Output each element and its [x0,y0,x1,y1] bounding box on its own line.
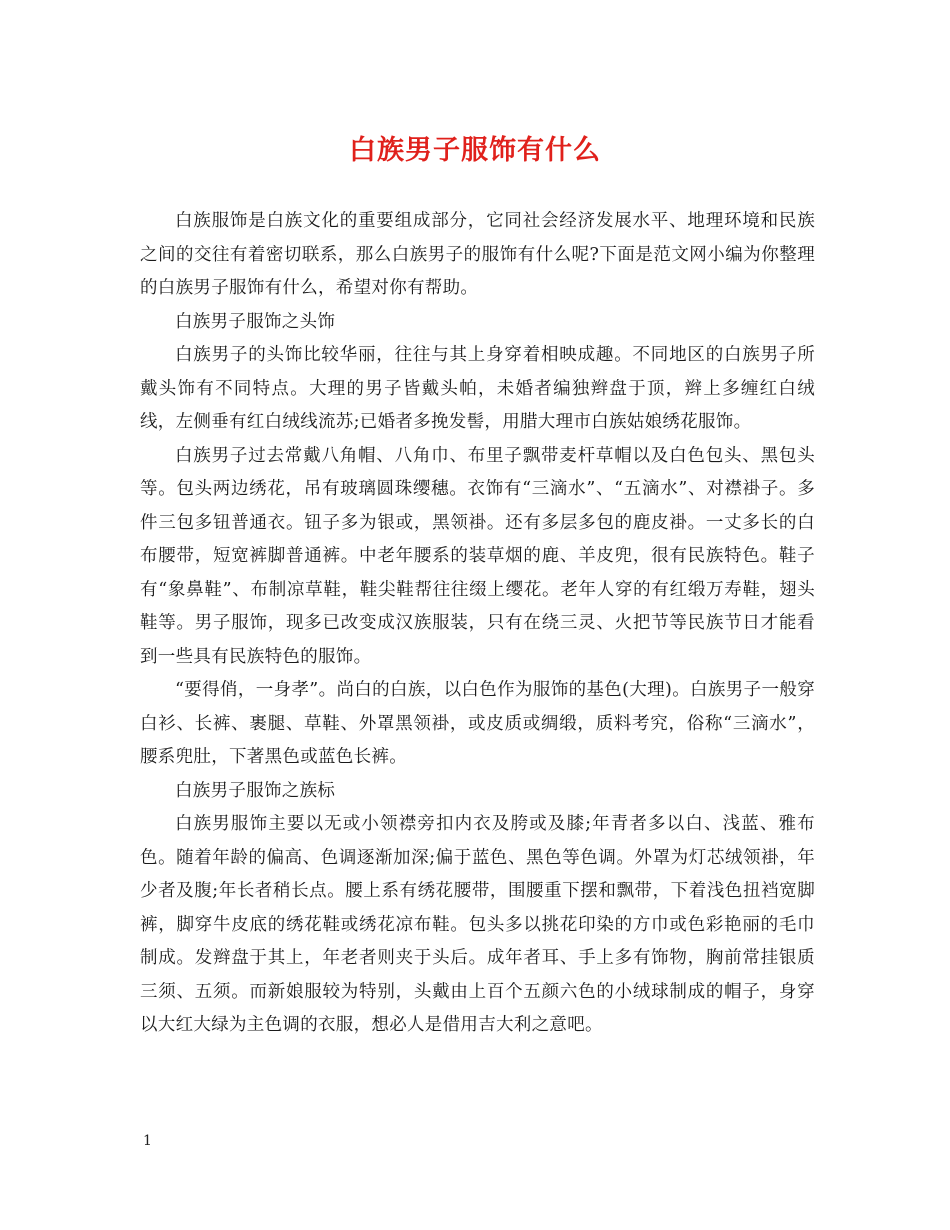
page-title: 白族男子服饰有什么 [349,135,601,166]
document-body [140,205,815,1043]
paragraph-clothing-history: 白族男子过去常戴八角帽、八角巾、布里子飘带麦杆草帽以及白色包头、黑包头等。包头两边绣花，吊有玻璃圆珠缨穗。衣饰有“三滴水”、“五滴水”、对襟褂子。多件三包多钮普通衣。钮子多为银或，黑领褂。还有多层多包的鹿皮褂。一丈多长的白布腰带，短宽裤脚普通裤。中老年腰系的装草烟的鹿、羊皮兜，很有民族特色。鞋子有“象鼻鞋”、布制凉草鞋，鞋尖鞋帮往往缀上缨花。老年人穿的有红缎万寿鞋，翅头鞋等。男子服饰，现多已改变成汉族服装，只有在绕三灵、火把节等民族节日才能看到一些具有民族特色的服饰。 [140,445,815,667]
section-heading-ethnic-mark: 白族男子服饰之族标 [175,780,336,801]
paragraph-ethnic-mark: 白族男服饰主要以无或小领襟旁扣内衣及胯或及膝;年青者多以白、浅蓝、雅布色。随着年龄的偏高、色调逐渐加深;偏于蓝色、黑色等色调。外罩为灯芯绒领褂，年少者及腹;年长者稍长点。腰上系有绣花腰带，围腰重下摆和飘带，下着浅色扭裆宽脚裤，脚穿牛皮底的绣花鞋或绣花凉布鞋。包头多以挑花印染的方巾或色彩艳丽的毛巾制成。发辫盘于其上，年老者则夹于头后。成年者耳、手上多有饰物，胸前常挂银质三须、五须。而新娘服较为特别，头戴由上百个五颜六色的小绒球制成的帽子，身穿以大红大绿为主色调的衣服，想必人是借用吉大利之意吧。 [140,814,815,1035]
paragraph-white-color: “要得俏，一身孝”。尚白的白族，以白色作为服饰的基色(大理)。白族男子一般穿白衫、长裤、裹腿、草鞋、外罩黑领褂，或皮质或绸缎，质料考究，俗称“三滴水”，腰系兜肚，下著黑色或蓝色长裤。 [140,680,815,767]
page-number: 1 [143,1133,152,1149]
paragraph-headwear: 白族男子的头饰比较华丽，往往与其上身穿着相映成趣。不同地区的白族男子所戴头饰有不同特点。大理的男子皆戴头帕，未婚者编独辫盘于顶，辫上多缠红白绒线，左侧垂有红白绒线流苏;已婚者多挽发髻，用腊大理市白族姑娘绣花服饰。 [140,345,815,432]
section-heading-headwear: 白族男子服饰之头饰 [175,311,336,332]
paragraph-intro: 白族服饰是白族文化的重要组成部分，它同社会经济发展水平、地理环境和民族之间的交往有着密切联系，那么白族男子的服饰有什么呢?下面是范文网小编为你整理的白族男子服饰有什么，希望对你有帮助。 [140,211,815,298]
